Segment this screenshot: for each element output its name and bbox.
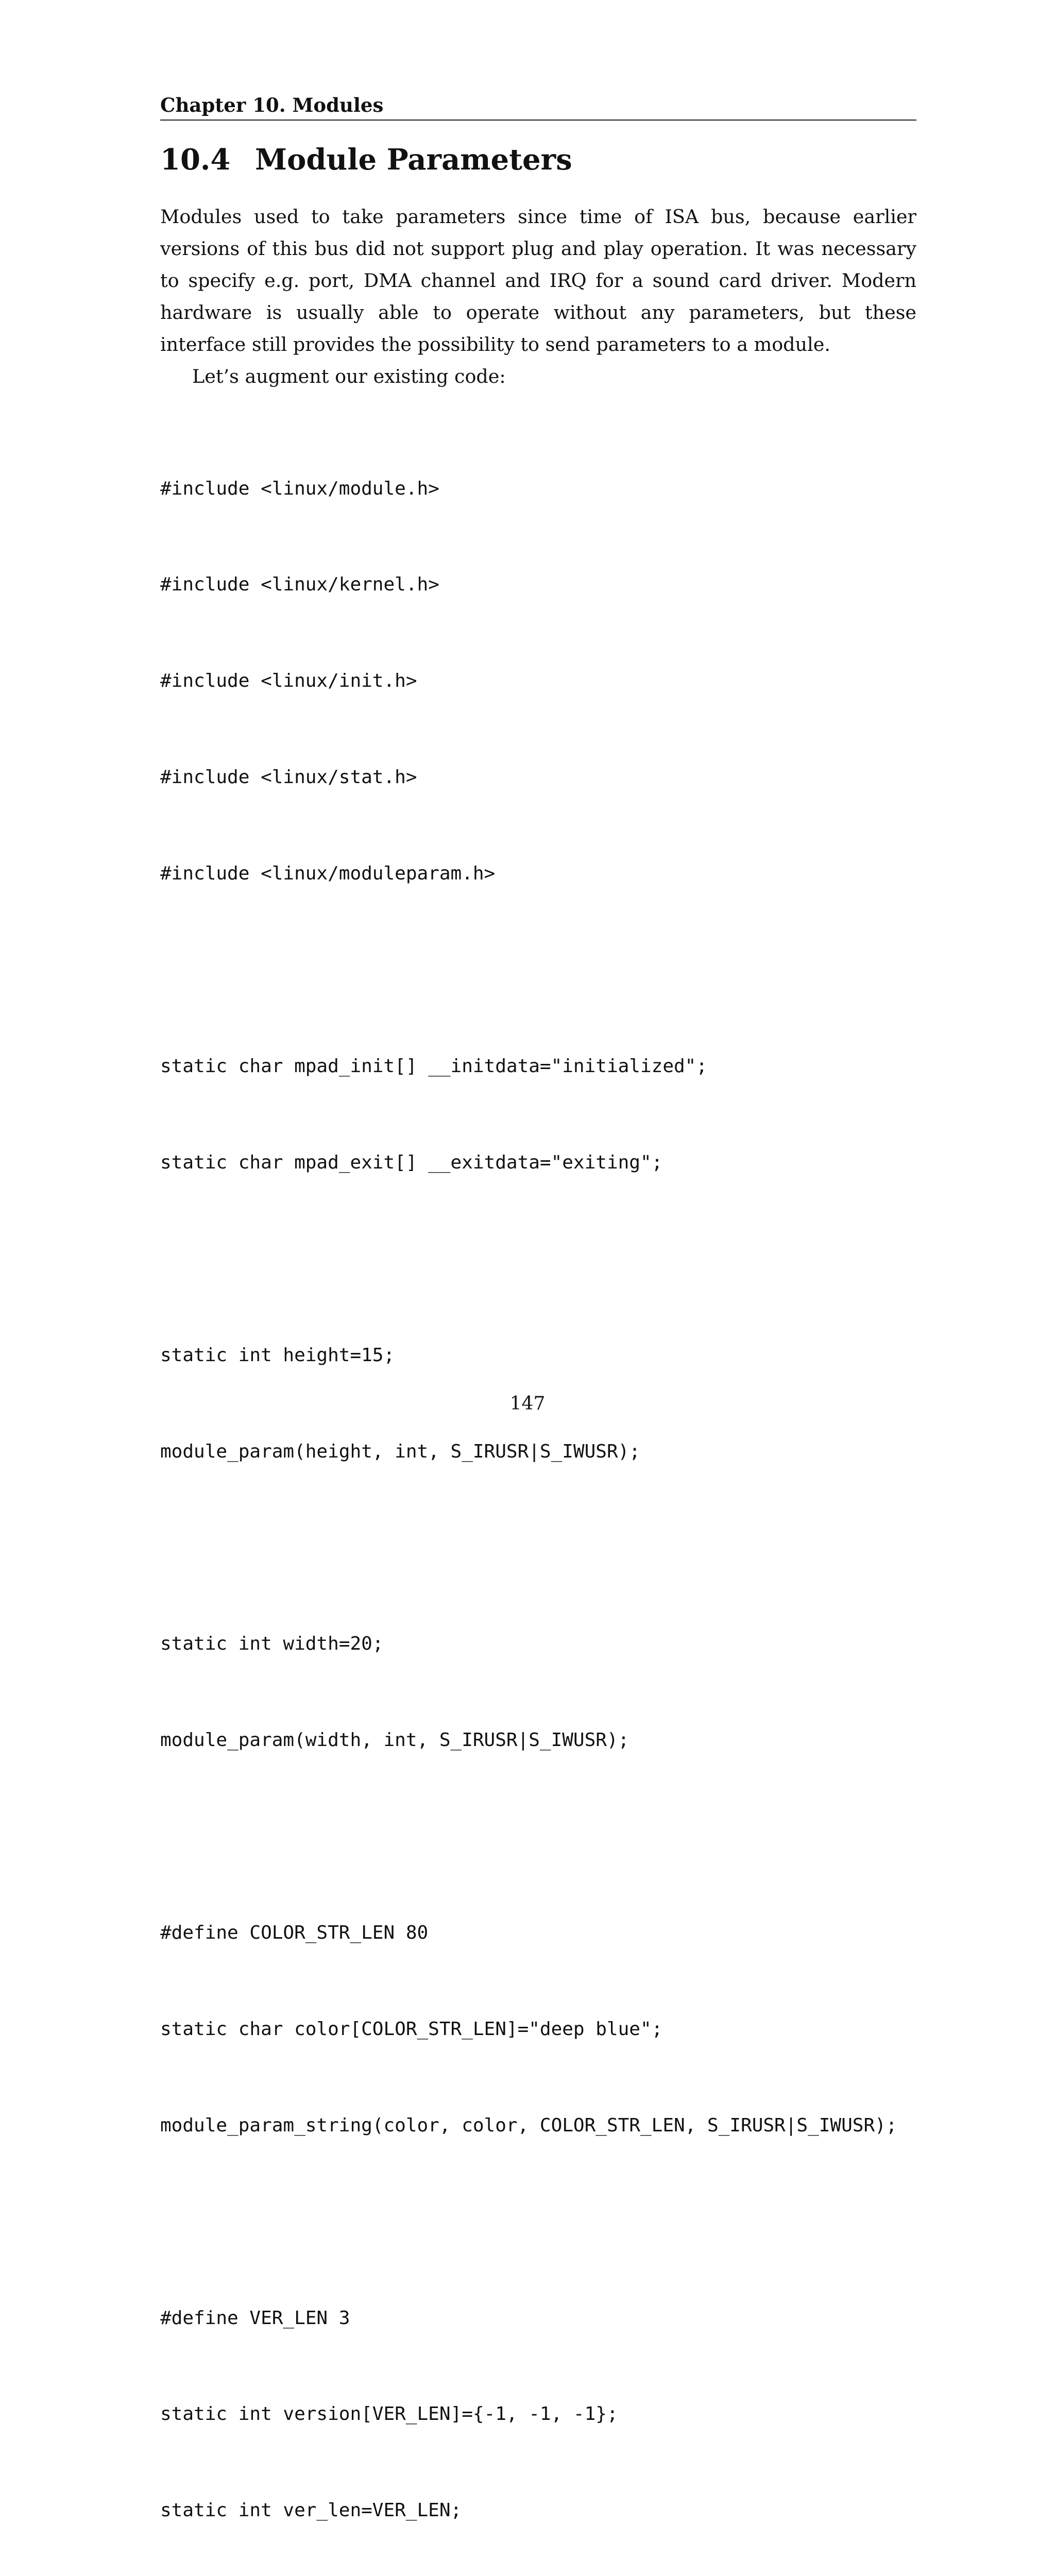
code-line: #include <linux/module.h> [160, 478, 439, 499]
code-line: static int ver_len=VER_LEN; [160, 2500, 462, 2521]
code-line: #include <linux/moduleparam.h> [160, 863, 496, 885]
code-line [160, 1821, 916, 1853]
code-line: static int version[VER_LEN]={-1, -1, -1}; [160, 2403, 618, 2425]
code-line [160, 954, 916, 986]
paragraph: Let’s augment our existing code: [192, 365, 506, 387]
code-line: static int height=15; [160, 1344, 395, 1366]
code-line: module_param(width, int, S_IRUSR|S_IWUSR); [160, 1730, 629, 1751]
section-number: 10.4 [160, 143, 231, 177]
paragraph: Modules used to take parameters since time of ISA bus, because earlier versions of this bus did not support plug and play operation. It was necessary to specify e.g. port, DMA channel and IRQ for a sound card driver. Modern hardware is usually able to operate without any parameters, but these interface still provides the possibility to send parameters to a module. [160, 206, 916, 355]
code-line: static char mpad_init[] __initdata="initialized"; [160, 1055, 708, 1077]
code-line [160, 2206, 916, 2238]
code-line: #include <linux/stat.h> [160, 767, 417, 788]
code-line: module_param_string(color, color, COLOR_STR_LEN, S_IRUSR|S_IWUSR); [160, 2114, 897, 2136]
page-number: 147 [509, 1393, 546, 1414]
code-line: #define COLOR_STR_LEN 80 [160, 1922, 429, 1943]
code-line: static char mpad_exit[] __exitdata="exiting"; [160, 1151, 663, 1173]
code-line: #include <linux/kernel.h> [160, 574, 439, 596]
running-head: Chapter 10. Modules [160, 92, 916, 121]
code-listing [160, 409, 916, 2576]
section-heading [160, 139, 916, 180]
code-line: module_param(height, int, S_IRUSR|S_IWUSR); [160, 1440, 640, 1462]
body-text [160, 201, 916, 393]
code-line [160, 1243, 916, 1275]
code-line: static char color[COLOR_STR_LEN]="deep blue"; [160, 2018, 663, 2040]
code-line: static int width=20; [160, 1633, 384, 1655]
code-line: #define VER_LEN 3 [160, 2307, 350, 2329]
code-line [160, 1532, 916, 1564]
section-title: Module Parameters [255, 143, 572, 177]
code-line: #include <linux/init.h> [160, 670, 417, 692]
